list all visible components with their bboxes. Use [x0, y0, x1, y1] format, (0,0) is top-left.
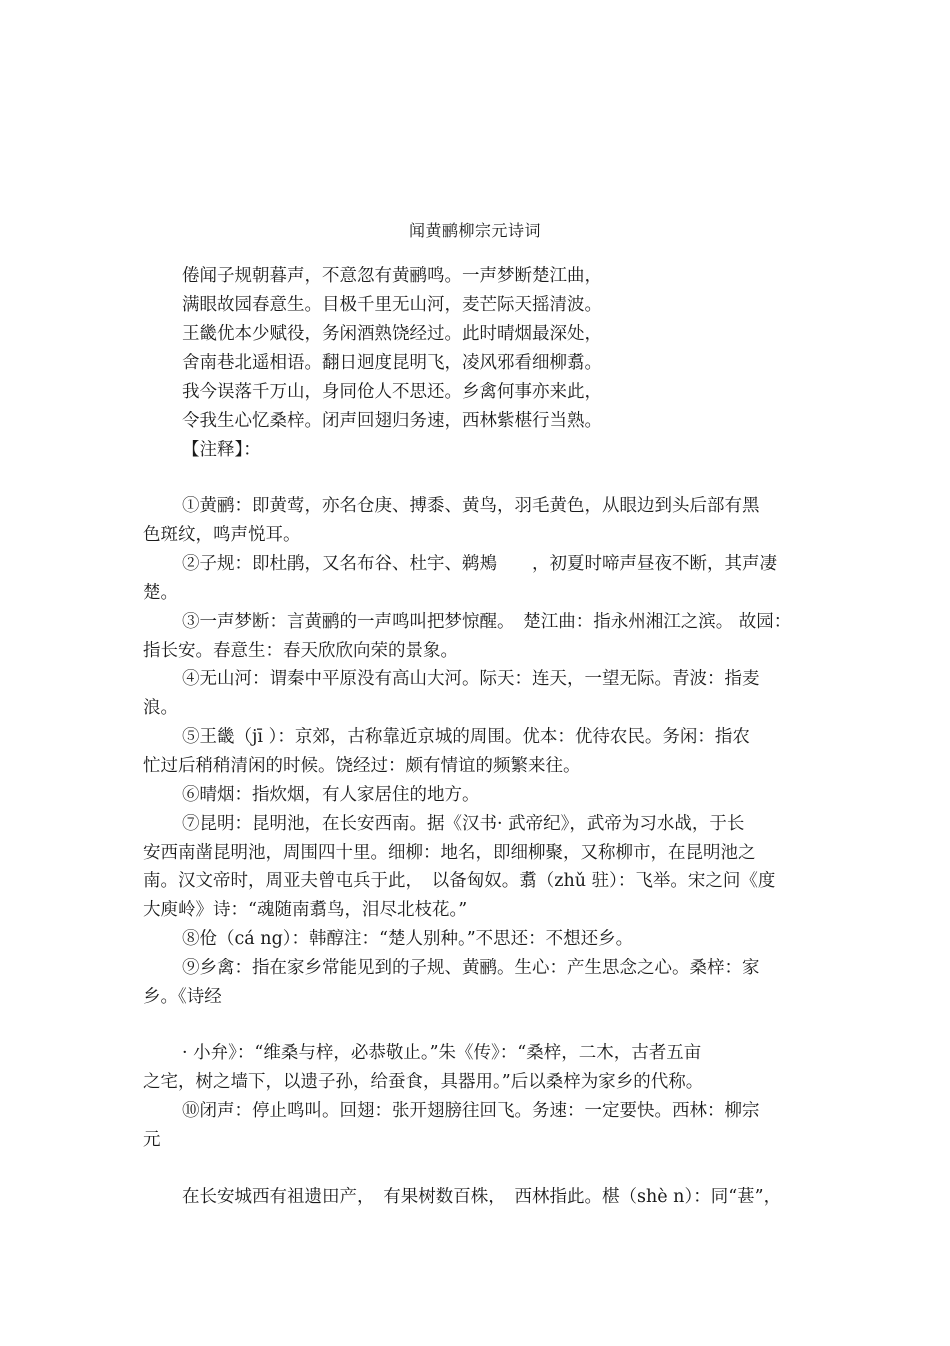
note-line: 元 [143, 1130, 161, 1150]
note-line: 在长安城西有祖遗田产， 有果树数百株， 西林指此。椹（shè n）：同“葚”， [182, 1187, 782, 1207]
note-line: 忙过后稍稍清闲的时候。饶经过：颇有情谊的频繁来往。 [143, 756, 581, 776]
note-line: ⑤王畿（jī ）：京郊，古称靠近京城的周围。优本：优待农民。务闲：指农 [182, 727, 750, 747]
note-line: ③一声梦断：言黄鹂的一声鸣叫把梦惊醒。 楚江曲：指永州湘江之滨。 故园： [182, 612, 792, 632]
poem-line: 倦闻子规朝暮声，不意忽有黄鹂鸣。一声梦断楚江曲， [182, 266, 602, 286]
note-line: 大庾岭》诗：“魂随南翥鸟，泪尽北枝花。” [143, 900, 468, 920]
note-line: ④无山河：谓秦中平原没有高山大河。际天：连天，一望无际。青波：指麦 [182, 669, 760, 689]
poem-line: 舍南巷北遥相语。翻日迥度昆明飞，凌风邪看细柳翥。 [182, 353, 602, 373]
poem-line: 满眼故园春意生。目极千里无山河，麦芒际天摇清波。 [182, 295, 602, 315]
note-line: ①黄鹂：即黄莺，亦名仓庚、搏黍、黄鸟，羽毛黄色，从眼边到头后部有黑 [182, 496, 760, 516]
note-line: 乡。《诗经 [143, 987, 222, 1007]
note-line: · 小弁》：“维桑与梓，必恭敬止。”朱《传》：“桑梓，二木，古者五亩 [182, 1043, 702, 1063]
note-line: ⑧伧（cá ng）：韩醇注：“楚人别种。”不思还：不想还乡。 [182, 929, 634, 949]
poem-line: 令我生心忆桑梓。闭声回翅归务速，西林紫椹行当熟。 [182, 411, 602, 431]
note-line: ⑩闭声：停止鸣叫。回翅：张开翅膀往回飞。务速：一定要快。西林：柳宗 [182, 1101, 760, 1121]
note-line: 色斑纹，鸣声悦耳。 [143, 525, 301, 545]
note-line: ⑦昆明：昆明池，在长安西南。据《汉书· 武帝纪》，武帝为习水战，于长 [182, 814, 745, 834]
notes-heading: 【注释】： [182, 440, 261, 460]
note-line: 安西南凿昆明池，周围四十里。细柳：地名，即细柳聚，又称柳市，在昆明池之 [143, 843, 756, 863]
note-line: ⑥晴烟：指炊烟，有人家居住的地方。 [182, 785, 480, 805]
note-line: 南。汉文帝时，周亚夫曾屯兵于此， 以备匈奴。翥（zhǔ 驻）：飞举。宋之问《度 [143, 871, 776, 891]
note-line: 指长安。春意生：春天欣欣向荣的景象。 [143, 641, 458, 661]
note-line: ⑨乡禽：指在家乡常能见到的子规、黄鹂。生心：产生思念之心。桑梓：家 [182, 958, 760, 978]
note-line: 之宅，树之墙下，以遗子孙，给蚕食，具器用。”后以桑梓为家乡的代称。 [143, 1072, 704, 1092]
document-title: 闻黄鹂柳宗元诗词 [408, 221, 541, 240]
poem-line: 我今误落千万山，身同伧人不思还。乡禽何事亦来此， [182, 382, 602, 402]
note-line: 浪。 [143, 698, 178, 718]
note-line: ②子规：即杜鹃，又名布谷、杜宇、鹈鴂 ，初夏时啼声昼夜不断，其声凄 [182, 554, 777, 574]
note-line: 楚。 [143, 583, 178, 603]
poem-line: 王畿优本少赋役，务闲酒熟饶经过。此时晴烟最深处， [182, 324, 602, 344]
